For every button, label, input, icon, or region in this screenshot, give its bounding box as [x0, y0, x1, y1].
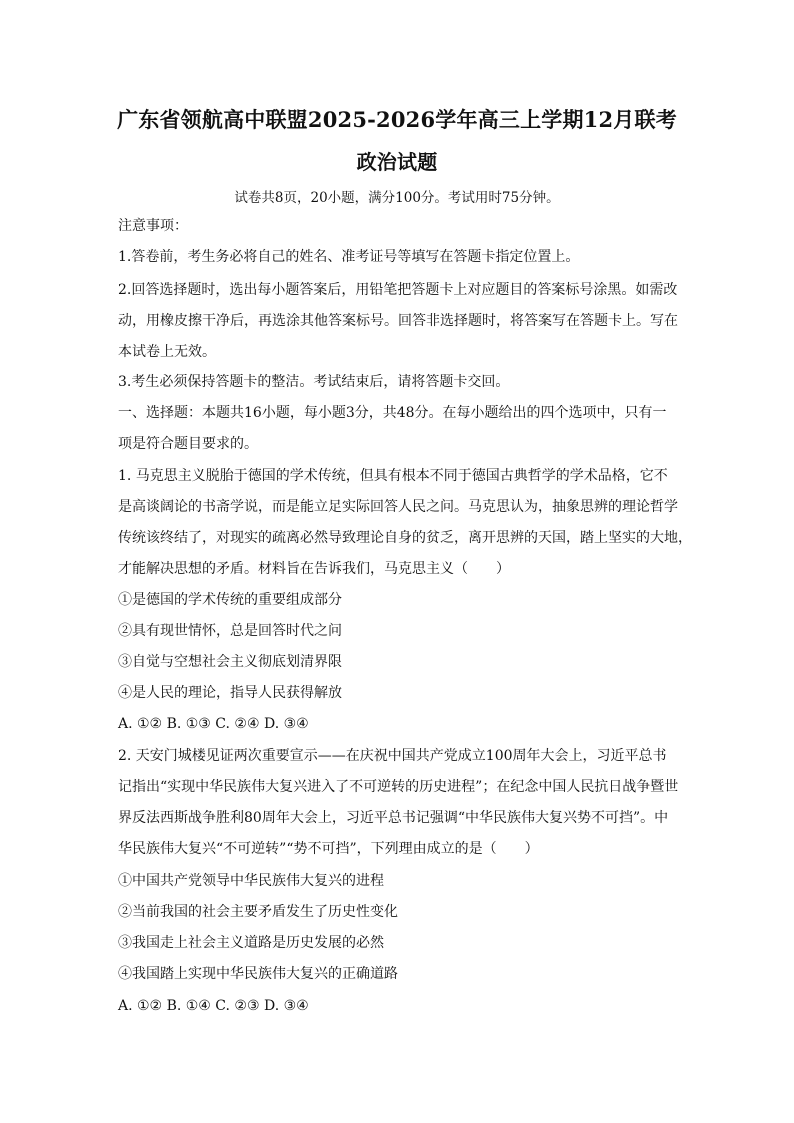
q2-stem-line-3: 界反法西斯战争胜利80周年大会上，习近平总书记强调“中华民族伟大复兴势不可挡”。中: [118, 810, 669, 826]
q2-stem-line-1: 2. 天安门城楼见证两次重要宣示——在庆祝中国共产党成立100周年大会上，习近平总书: [118, 748, 667, 764]
q2-option-3: ③我国走上社会主义道路是历史发展的必然: [118, 935, 384, 951]
notice-item-2-line-1: 2.回答选择题时，选出每小题答案后，用铅笔把答题卡上对应题目的答案标号涂黑。如需改: [118, 282, 678, 298]
q2-stem-line-2: 记指出“实现中华民族伟大复兴进入了不可逆转的历史进程”；在纪念中国人民抗日战争暨世: [118, 779, 679, 795]
q1-stem-line-2: 是高谈阔论的书斋学说，而是能立足实际回答人民之问。马克思认为，抽象思辨的理论哲学: [118, 499, 678, 515]
q1-answer-choices: A. ①② B. ①③ C. ②④ D. ③④: [118, 716, 309, 732]
q2-stem-line-4: 华民族伟大复兴“不可逆转”“势不可挡”，下列理由成立的是（ ）: [118, 841, 539, 857]
q1-option-2: ②具有现世情怀，总是回答时代之问: [118, 623, 342, 639]
exam-meta: 试卷共8页，20小题，满分100分。考试用时75分钟。: [234, 190, 560, 206]
page-subtitle: 政治试题: [356, 150, 438, 174]
q1-stem-line-3: 传统该终结了，对现实的疏离必然导致理论自身的贫乏，离开思辨的天国，踏上坚实的大地，: [118, 530, 692, 546]
q1-option-4: ④是人民的理论，指导人民获得解放: [118, 685, 342, 701]
notice-item-2-line-2: 动，用橡皮擦干净后，再选涂其他答案标号。回答非选择题时，将答案写在答题卡上。写在: [118, 313, 678, 329]
q1-stem-line-1: 1. 马克思主义脱胎于德国的学术传统，但具有根本不同于德国古典哲学的学术品格，它不: [118, 468, 668, 484]
section-heading-line-1: 一、选择题：本题共16小题，每小题3分，共48分。在每小题给出的四个选项中，只有一: [118, 405, 667, 421]
q2-option-2: ②当前我国的社会主要矛盾发生了历史性变化: [118, 904, 398, 920]
notice-heading: 注意事项：: [118, 218, 188, 234]
notice-item-2-line-3: 本试卷上无效。: [118, 344, 216, 360]
q1-stem-line-4: 才能解决思想的矛盾。材料旨在告诉我们，马克思主义（ ）: [118, 561, 510, 577]
page-title: 广东省领航高中联盟2025-2026学年高三上学期12月联考: [117, 107, 677, 132]
q2-option-4: ④我国踏上实现中华民族伟大复兴的正确道路: [118, 966, 398, 982]
q1-option-1: ①是德国的学术传统的重要组成部分: [118, 592, 342, 608]
notice-item-1: 1.答卷前，考生务必将自己的姓名、准考证号等填写在答题卡指定位置上。: [118, 249, 580, 265]
q2-answer-choices: A. ①② B. ①④ C. ②③ D. ③④: [118, 998, 309, 1014]
q2-option-1: ①中国共产党领导中华民族伟大复兴的进程: [118, 873, 384, 889]
notice-item-3: 3.考生必须保持答题卡的整洁。考试结束后，请将答题卡交回。: [118, 374, 510, 390]
q1-option-3: ③自觉与空想社会主义彻底划清界限: [118, 654, 342, 670]
section-heading-line-2: 项是符合题目要求的。: [118, 436, 258, 452]
